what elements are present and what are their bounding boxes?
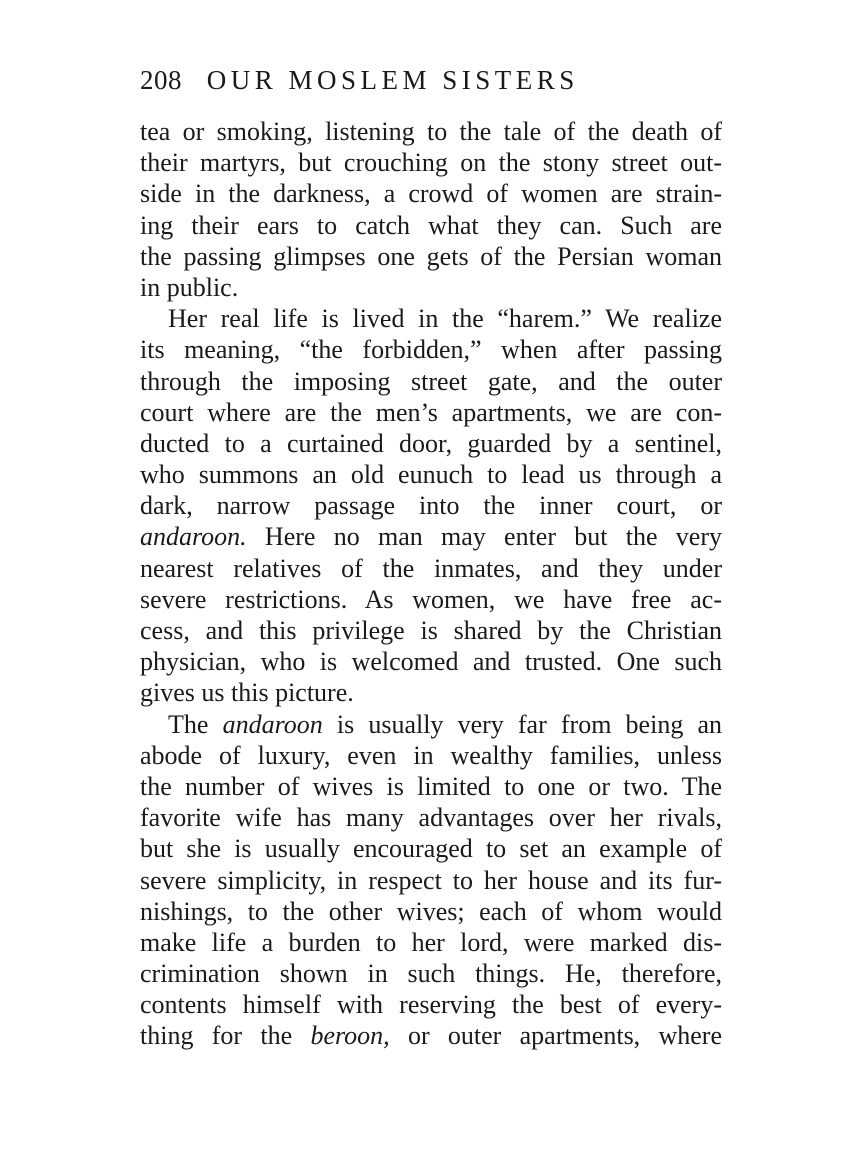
text-line: Her real life is lived in the “harem.” We realize — [168, 304, 722, 334]
text-line: nearest relatives of the inmates, and they under — [140, 553, 722, 583]
page-number: 208 — [140, 65, 182, 95]
text-run: Here no man may enter but the very — [246, 522, 722, 552]
text-line: gives us this picture. — [140, 678, 354, 708]
text-line: ducted to a curtained door, guarded by a sentinel, — [140, 428, 722, 458]
text-line: court where are the men’s apartments, we are con- — [140, 397, 722, 427]
italic-term: andaroon — [222, 709, 323, 739]
text-line — [140, 521, 722, 552]
text-line: who summons an old eunuch to lead us through a — [140, 460, 722, 490]
text-line: its meaning, “the forbidden,” when after passing — [140, 335, 722, 365]
text-line: contents himself with reserving the best of every- — [140, 990, 722, 1020]
text-line — [140, 709, 722, 740]
text-run: The — [168, 709, 223, 739]
text-line: ing their ears to catch what they can. Such are — [140, 210, 722, 240]
text-line: the number of wives is limited to one or two. The — [140, 771, 722, 801]
text-line: crimination shown in such things. He, therefore, — [140, 959, 722, 989]
book-title: OUR MOSLEM SISTERS — [206, 65, 579, 95]
text-line: side in the darkness, a crowd of women are strain- — [140, 179, 722, 209]
text-line: tea or smoking, listening to the tale of the death of — [140, 117, 722, 146]
text-line: severe simplicity, in respect to her house and its fur- — [140, 865, 722, 895]
text-line: dark, narrow passage into the inner court, or — [140, 491, 722, 521]
text-line: the passing glimpses one gets of the Persian woman — [140, 241, 722, 271]
text-line: physician, who is welcomed and trusted. One such — [140, 647, 722, 677]
text-line: cess, and this privilege is shared by the Christian — [140, 616, 722, 645]
text-line: nishings, to the other wives; each of whom would — [140, 896, 722, 926]
text-line: their martyrs, but crouching on the stony street out- — [140, 148, 722, 178]
text-line: make life a burden to her lord, were marked dis- — [140, 927, 722, 957]
italic-term: beroon, — [310, 1021, 390, 1051]
text-run: thing for the — [140, 1021, 311, 1051]
text-line: severe restrictions. As women, we have free ac- — [140, 584, 722, 614]
running-head — [140, 62, 740, 98]
text-run: or outer apartments, where — [389, 1021, 722, 1051]
body-text — [140, 116, 722, 1052]
text-run: is usually very far from being an — [322, 709, 722, 739]
text-line: through the imposing street gate, and the outer — [140, 366, 722, 396]
text-line: favorite wife has many advantages over her rivals, — [140, 803, 722, 833]
text-line — [140, 1020, 722, 1051]
text-line: but she is usually encouraged to set an example of — [140, 834, 722, 864]
italic-term: andaroon. — [140, 522, 247, 552]
text-line: in public. — [140, 272, 239, 302]
text-line: abode of luxury, even in wealthy families, unless — [140, 740, 722, 770]
